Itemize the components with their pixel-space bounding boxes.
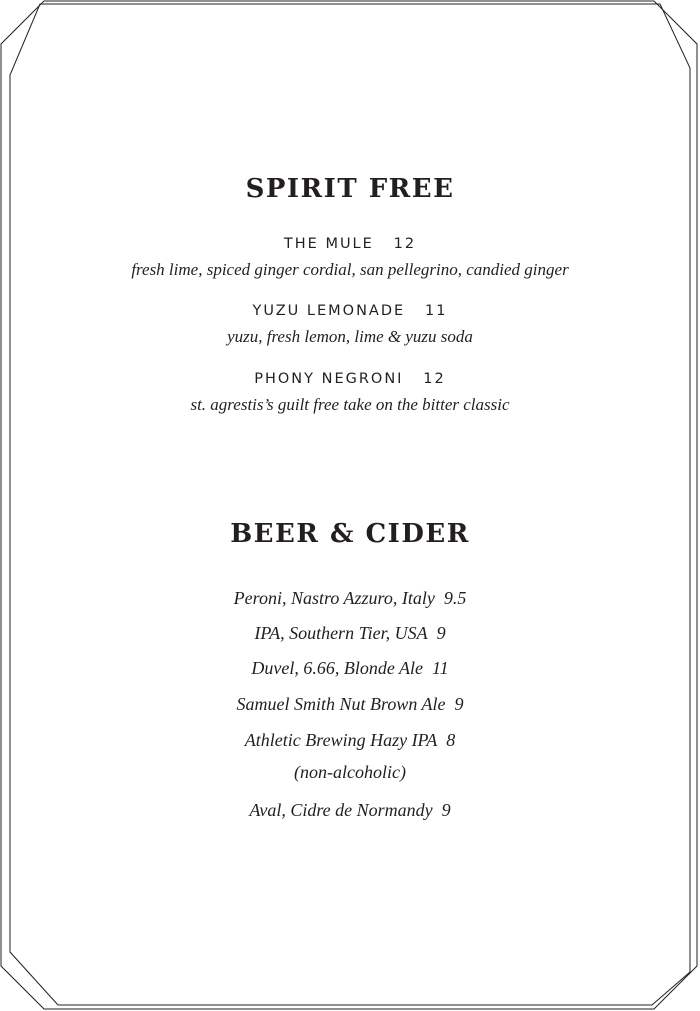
menu-item-name xyxy=(0,237,700,252)
section-title-spirit-free: SPIRIT FREE xyxy=(245,174,455,204)
beer-item xyxy=(0,801,700,819)
beer-price: 8 xyxy=(446,730,456,750)
beer-price: 9.5 xyxy=(443,588,467,608)
beer-name: Athletic Brewing Hazy IPA xyxy=(244,730,438,750)
item-price: 12 xyxy=(423,371,446,387)
beer-price: 9 xyxy=(441,800,451,820)
menu-item-name xyxy=(0,304,700,319)
item-price: 12 xyxy=(393,236,417,252)
beer-item xyxy=(0,659,700,677)
beer-item xyxy=(0,624,700,642)
menu-item-description: yuzu, fresh lemon, lime & yuzu soda xyxy=(227,327,473,346)
beer-name: Duvel, 6.66, Blonde Ale xyxy=(251,658,423,678)
beer-price: 11 xyxy=(431,658,449,678)
beer-item xyxy=(0,589,700,607)
item-price: 11 xyxy=(425,303,448,319)
beer-name: Peroni, Nastro Azzuro, Italy xyxy=(233,588,435,608)
beer-item xyxy=(0,695,700,713)
beer-name: IPA, Southern Tier, USA xyxy=(254,623,428,643)
item-name-text: THE MULE xyxy=(283,236,374,252)
section-title-beer-cider: BEER & CIDER xyxy=(230,519,470,549)
beer-item-note: (non-alcoholic) xyxy=(294,762,406,782)
item-name-text: PHONY NEGRONI xyxy=(254,371,404,387)
beer-price: 9 xyxy=(436,623,446,643)
beer-item xyxy=(0,731,700,749)
item-name-text: YUZU LEMONADE xyxy=(252,303,406,319)
beer-price: 9 xyxy=(454,694,464,714)
beer-name: Samuel Smith Nut Brown Ale xyxy=(236,694,446,714)
menu-item-name xyxy=(0,372,700,387)
menu-item-description: st. agrestis’s guilt free take on the bitter classic xyxy=(190,395,510,414)
menu-item-description: fresh lime, spiced ginger cordial, san pellegrino, candied ginger xyxy=(131,260,569,279)
beer-name: Aval, Cidre de Normandy xyxy=(249,800,433,820)
